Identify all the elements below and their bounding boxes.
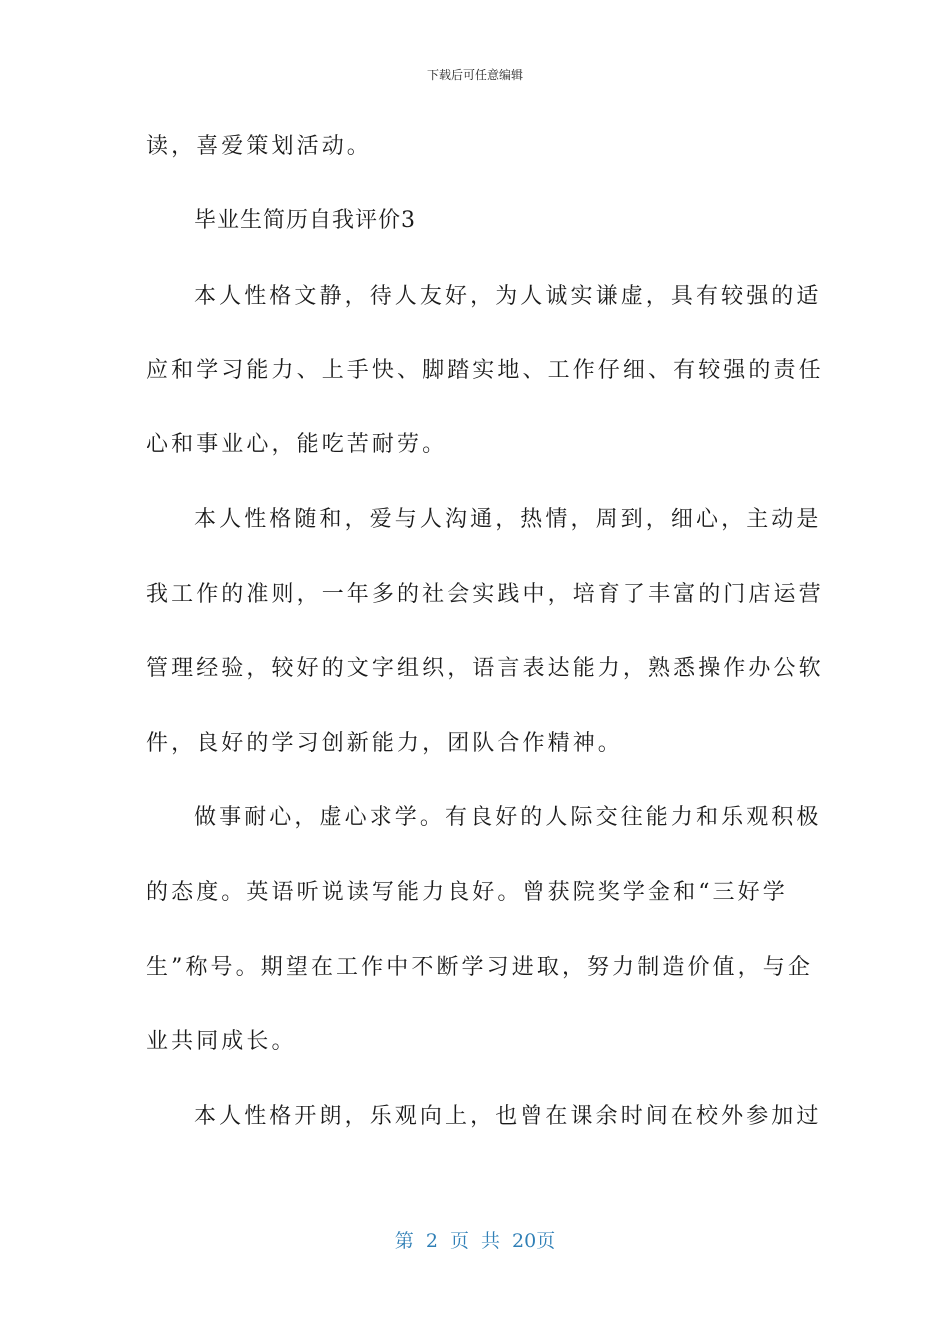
page-header: 下载后可任意编辑 (426, 68, 523, 82)
body-line: 业共同成长。 (146, 1029, 297, 1054)
body-line: 读，喜爱策划活动。 (146, 134, 372, 159)
page-number-footer: 第 2 页 共 20页 (394, 1230, 556, 1252)
body-line: 管理经验，较好的文字组织，语言表达能力，熟悉操作办公软 (146, 656, 824, 681)
body-line: 的态度。英语听说读写能力良好。曾获院奖学金和“三好学 (146, 880, 788, 905)
body-line: 件，良好的学习创新能力，团队合作精神。 (146, 731, 623, 756)
body-line: 本人性格开朗，乐观向上，也曾在课余时间在校外参加过 (194, 1104, 822, 1129)
body-line: 心和事业心，能吃苦耐劳。 (146, 432, 448, 457)
body-line: 应和学习能力、上手快、脚踏实地、工作仔细、有较强的责任 (146, 358, 824, 383)
section-heading: 毕业生简历自我评价3 (194, 208, 416, 233)
body-line: 做事耐心，虚心求学。有良好的人际交往能力和乐观积极 (194, 805, 822, 830)
body-line: 本人性格文静，待人友好，为人诚实谦虚，具有较强的适 (194, 284, 822, 309)
body-line: 我工作的准则，一年多的社会实践中，培育了丰富的门店运营 (146, 582, 824, 607)
body-line: 本人性格随和，爱与人沟通，热情，周到，细心，主动是 (194, 507, 822, 532)
body-line: 生”称号。期望在工作中不断学习进取，努力制造价值，与企 (146, 955, 813, 980)
